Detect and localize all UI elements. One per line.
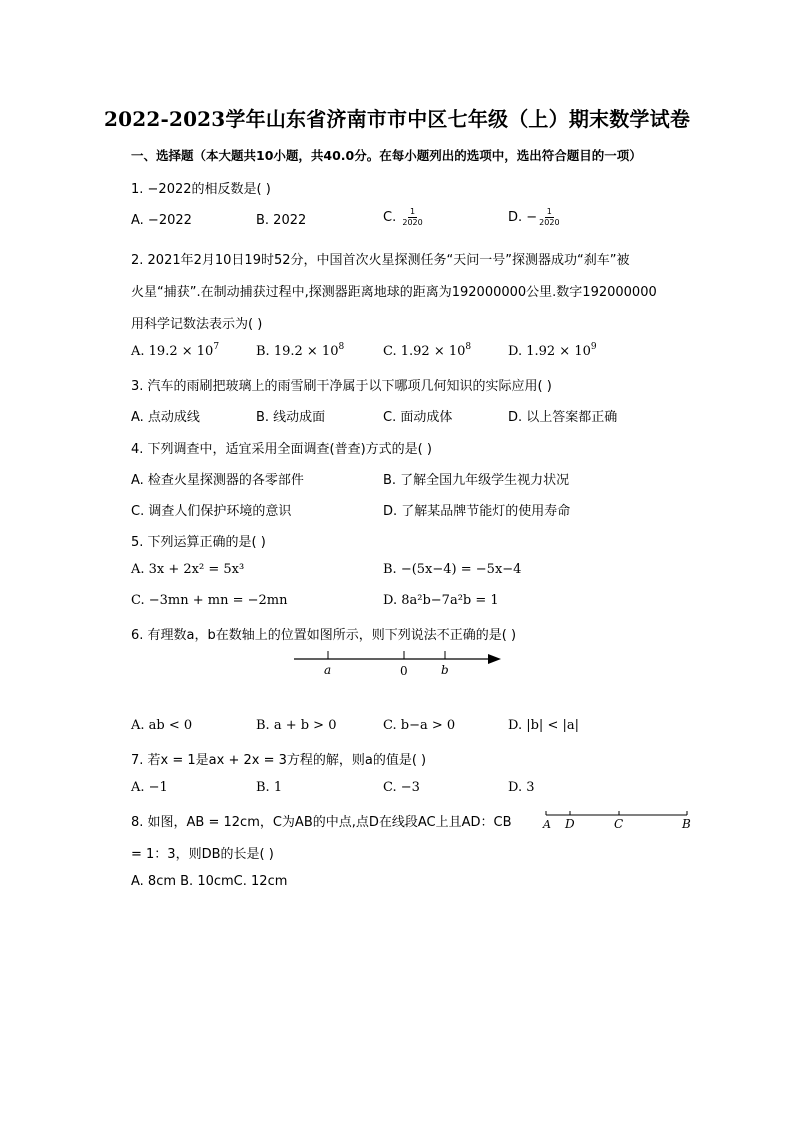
fraction-denominator: 2020: [402, 218, 423, 227]
question-6-stem: 6. 有理数a，b在数轴上的位置如图所示，则下列说法不正确的是( ): [131, 628, 517, 643]
q5-option-c: C. −3mn + mn = −2mn: [131, 593, 288, 608]
q6-option-d: D. |b| < |a|: [508, 718, 579, 733]
q1-option-c: [383, 207, 425, 228]
fraction: [537, 207, 561, 228]
point-label-b: B: [682, 817, 691, 831]
q2-option-c-base: C. 1.92 × 10: [383, 344, 466, 359]
arrow-icon: [488, 654, 501, 664]
q6-option-b: B. a + b > 0: [256, 718, 337, 733]
q1-option-b: B. 2022: [256, 213, 307, 228]
q3-option-a: A. 点动成线: [131, 410, 200, 425]
q1-option-a: A. −2022: [131, 213, 192, 228]
exponent: 9: [590, 342, 597, 352]
question-2-line-2: 火星“捕获”.在制动捕获过程中,探测器距离地球的距离为192000000公里.数字192000000: [131, 285, 657, 300]
number-line-figure: [290, 648, 505, 680]
q1-option-d-label: D. −: [508, 210, 538, 225]
page-title: 2022-2023学年山东省济南市市中区七年级（上）期末数学试卷: [103, 107, 691, 131]
q5-option-a: A. 3x + 2x² = 5x³: [131, 562, 245, 577]
q1-option-c-label: C.: [383, 210, 397, 225]
q2-option-b: [256, 344, 344, 359]
q4-option-c: C. 调查人们保护环境的意识: [131, 504, 292, 519]
q5-option-d: D. 8a²b−7a²b = 1: [383, 593, 499, 608]
q2-option-d-base: D. 1.92 × 10: [508, 344, 591, 359]
question-4-stem: 4. 下列调查中，适宜采用全面调查(普查)方式的是( ): [131, 442, 432, 457]
fraction: [400, 207, 424, 228]
exponent: 7: [213, 342, 220, 352]
point-label-d: D: [565, 817, 575, 831]
question-8-line-2: = 1：3，则DB的长是( ): [131, 847, 274, 862]
section-heading: 一、选择题（本大题共10小题，共40.0分。在每小题列出的选项中，选出符合题目的一项）: [131, 148, 642, 163]
q6-option-c: C. b−a > 0: [383, 718, 456, 733]
question-2-line-3: 用科学记数法表示为( ): [131, 317, 263, 332]
q2-option-d: [508, 344, 597, 359]
q3-option-b: B. 线动成面: [256, 410, 326, 425]
exponent: 8: [338, 342, 345, 352]
q6-option-a: A. ab < 0: [131, 718, 193, 733]
q8-options: A. 8cm B. 10cmC. 12cm: [131, 874, 288, 889]
q3-option-d: D. 以上答案都正确: [508, 410, 618, 425]
q2-option-b-base: B. 19.2 × 10: [256, 344, 339, 359]
q7-option-b: B. 1: [256, 780, 283, 795]
fraction-numerator: 1: [409, 207, 416, 216]
q2-option-a: [131, 344, 219, 359]
segment-figure: [540, 806, 696, 834]
label-zero: 0: [400, 664, 408, 678]
q4-option-a: A. 检查火星探测器的各零部件: [131, 473, 304, 488]
question-2-line-1: 2. 2021年2月10日19时52分，中国首次火星探测任务“天问一号”探测器成功“刹车”被: [131, 253, 630, 268]
q2-option-c: [383, 344, 471, 359]
point-label-a: A: [543, 818, 551, 831]
fraction-denominator: 2020: [539, 218, 560, 227]
q7-option-d: D. 3: [508, 780, 535, 795]
fraction-numerator: 1: [546, 207, 552, 216]
q4-option-b: B. 了解全国九年级学生视力状况: [383, 473, 570, 488]
question-5-stem: 5. 下列运算正确的是( ): [131, 535, 266, 550]
q7-option-a: A. −1: [131, 780, 168, 795]
q1-option-d: [508, 207, 562, 228]
q7-option-c: C. −3: [383, 780, 420, 795]
q3-option-c: C. 面动成体: [383, 410, 453, 425]
label-b: b: [441, 663, 449, 677]
q5-option-b: B. −(5x−4) = −5x−4: [383, 562, 522, 577]
label-a: a: [324, 663, 332, 677]
question-7-stem: 7. 若x = 1是ax + 2x = 3方程的解，则a的值是( ): [131, 753, 427, 768]
question-3-stem: 3. 汽车的雨刷把玻璃上的雨雪刷干净属于以下哪项几何知识的实际应用( ): [131, 379, 552, 394]
point-label-c: C: [614, 817, 624, 831]
question-1-stem: 1. −2022的相反数是( ): [131, 182, 271, 197]
q4-option-d: D. 了解某品牌节能灯的使用寿命: [383, 504, 571, 519]
question-8-line-1: 8. 如图，AB = 12cm，C为AB的中点,点D在线段AC上且AD：CB: [131, 815, 512, 830]
q2-option-a-base: A. 19.2 × 10: [131, 344, 214, 359]
exponent: 8: [465, 342, 472, 352]
